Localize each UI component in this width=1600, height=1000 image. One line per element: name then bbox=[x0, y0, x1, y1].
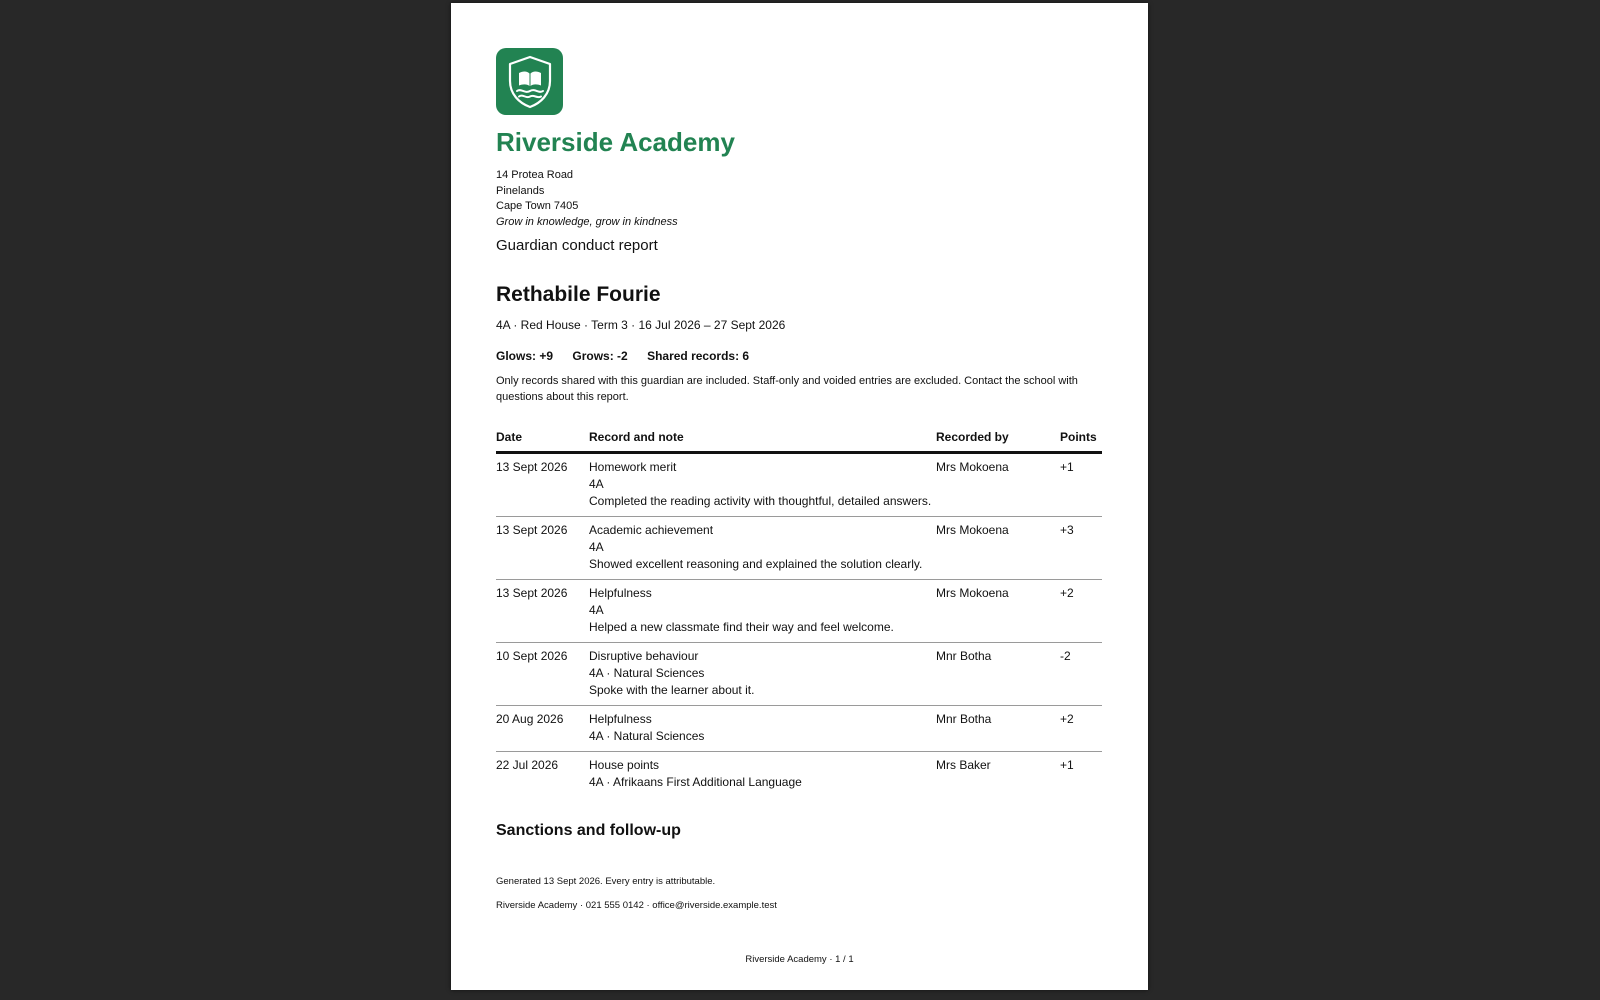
page-footer: Riverside Academy · 1 / 1 bbox=[745, 954, 854, 965]
table-header-row bbox=[496, 429, 1102, 453]
record-note: Helped a new classmate find their way and feel welcome. bbox=[589, 620, 894, 634]
record-note: Showed excellent reasoning and explained the solution clearly. bbox=[589, 557, 923, 571]
shared-records-count: Shared records: 6 bbox=[647, 349, 750, 363]
row-date: 13 Sept 2026 bbox=[496, 517, 589, 580]
school-motto: Grow in knowledge, grow in kindness bbox=[496, 215, 678, 228]
row-recorded-by: Mrs Baker bbox=[936, 758, 991, 772]
row-date: 10 Sept 2026 bbox=[496, 643, 589, 706]
record-title: Academic achievement bbox=[589, 523, 714, 537]
table-row bbox=[496, 643, 1102, 706]
header-points: Points bbox=[1060, 429, 1102, 453]
address-line: Cape Town 7405 bbox=[496, 200, 579, 212]
row-points: +2 bbox=[1060, 706, 1102, 752]
record-context: 4A · Afrikaans First Additional Language bbox=[589, 775, 802, 789]
record-note: Spoke with the learner about it. bbox=[589, 683, 755, 697]
records-table bbox=[496, 429, 1102, 797]
row-date: 20 Aug 2026 bbox=[496, 706, 589, 752]
school-address bbox=[496, 168, 1102, 230]
table-row bbox=[496, 580, 1102, 643]
grows-total: Grows: -2 bbox=[572, 349, 628, 363]
record-note: Completed the reading activity with thoughtful, detailed answers. bbox=[589, 494, 932, 508]
row-record bbox=[589, 453, 936, 517]
shield-book-icon bbox=[505, 54, 555, 110]
sanctions-heading: Sanctions and follow-up bbox=[496, 822, 681, 839]
record-context: 4A · Natural Sciences bbox=[589, 729, 705, 743]
row-recorded-by: Mnr Botha bbox=[936, 706, 1060, 752]
row-date: 13 Sept 2026 bbox=[496, 580, 589, 643]
record-title: Disruptive behaviour bbox=[589, 649, 699, 663]
row-points: +1 bbox=[1060, 758, 1074, 772]
student-meta: 4A · Red House · Term 3 · 16 Jul 2026 – 27 Sept 2026 bbox=[496, 318, 786, 332]
page-content bbox=[496, 48, 1102, 912]
record-title: Helpfulness bbox=[589, 712, 652, 726]
record-context: 4A bbox=[589, 603, 604, 617]
row-record bbox=[589, 706, 936, 752]
header-record: Record and note bbox=[589, 429, 936, 453]
privacy-notice: Only records shared with this guardian are included. Staff-only and voided entries are excluded. Contact the school with questions about this report. bbox=[496, 375, 1078, 403]
row-recorded-by: Mrs Mokoena bbox=[936, 517, 1060, 580]
header-date: Date bbox=[496, 429, 589, 453]
row-date: 13 Sept 2026 bbox=[496, 453, 589, 517]
row-record bbox=[589, 517, 936, 580]
address-line: 14 Protea Road bbox=[496, 169, 574, 181]
header-recorded-by: Recorded by bbox=[936, 429, 1060, 453]
row-record bbox=[589, 752, 936, 798]
table-row bbox=[496, 752, 1102, 798]
row-record bbox=[589, 580, 936, 643]
row-points: +2 bbox=[1060, 580, 1102, 643]
school-contact: Riverside Academy · 021 555 0142 · office@riverside.example.test bbox=[496, 900, 777, 911]
document-page bbox=[451, 3, 1148, 990]
row-recorded-by: Mrs Mokoena bbox=[936, 580, 1060, 643]
row-points: +3 bbox=[1060, 517, 1102, 580]
record-title: Homework merit bbox=[589, 460, 677, 474]
row-record bbox=[589, 643, 936, 706]
glows-total: Glows: +9 bbox=[496, 349, 554, 363]
record-context: 4A · Natural Sciences bbox=[589, 666, 705, 680]
table-row bbox=[496, 517, 1102, 580]
row-date: 22 Jul 2026 bbox=[496, 758, 559, 772]
student-name: Rethabile Fourie bbox=[496, 283, 661, 306]
report-type: Guardian conduct report bbox=[496, 237, 658, 254]
row-points: -2 bbox=[1060, 643, 1102, 706]
school-logo bbox=[496, 48, 563, 115]
generated-note: Generated 13 Sept 2026. Every entry is attributable. bbox=[496, 876, 716, 887]
row-recorded-by: Mrs Mokoena bbox=[936, 453, 1060, 517]
record-context: 4A bbox=[589, 540, 604, 554]
row-recorded-by: Mnr Botha bbox=[936, 643, 1060, 706]
row-points: +1 bbox=[1060, 453, 1102, 517]
table-row bbox=[496, 453, 1102, 517]
record-context: 4A bbox=[589, 477, 604, 491]
points-summary bbox=[496, 348, 1102, 364]
address-line: Pinelands bbox=[496, 184, 545, 197]
record-title: House points bbox=[589, 758, 660, 772]
record-title: Helpfulness bbox=[589, 586, 652, 600]
school-name: Riverside Academy bbox=[496, 127, 735, 157]
table-row bbox=[496, 706, 1102, 752]
